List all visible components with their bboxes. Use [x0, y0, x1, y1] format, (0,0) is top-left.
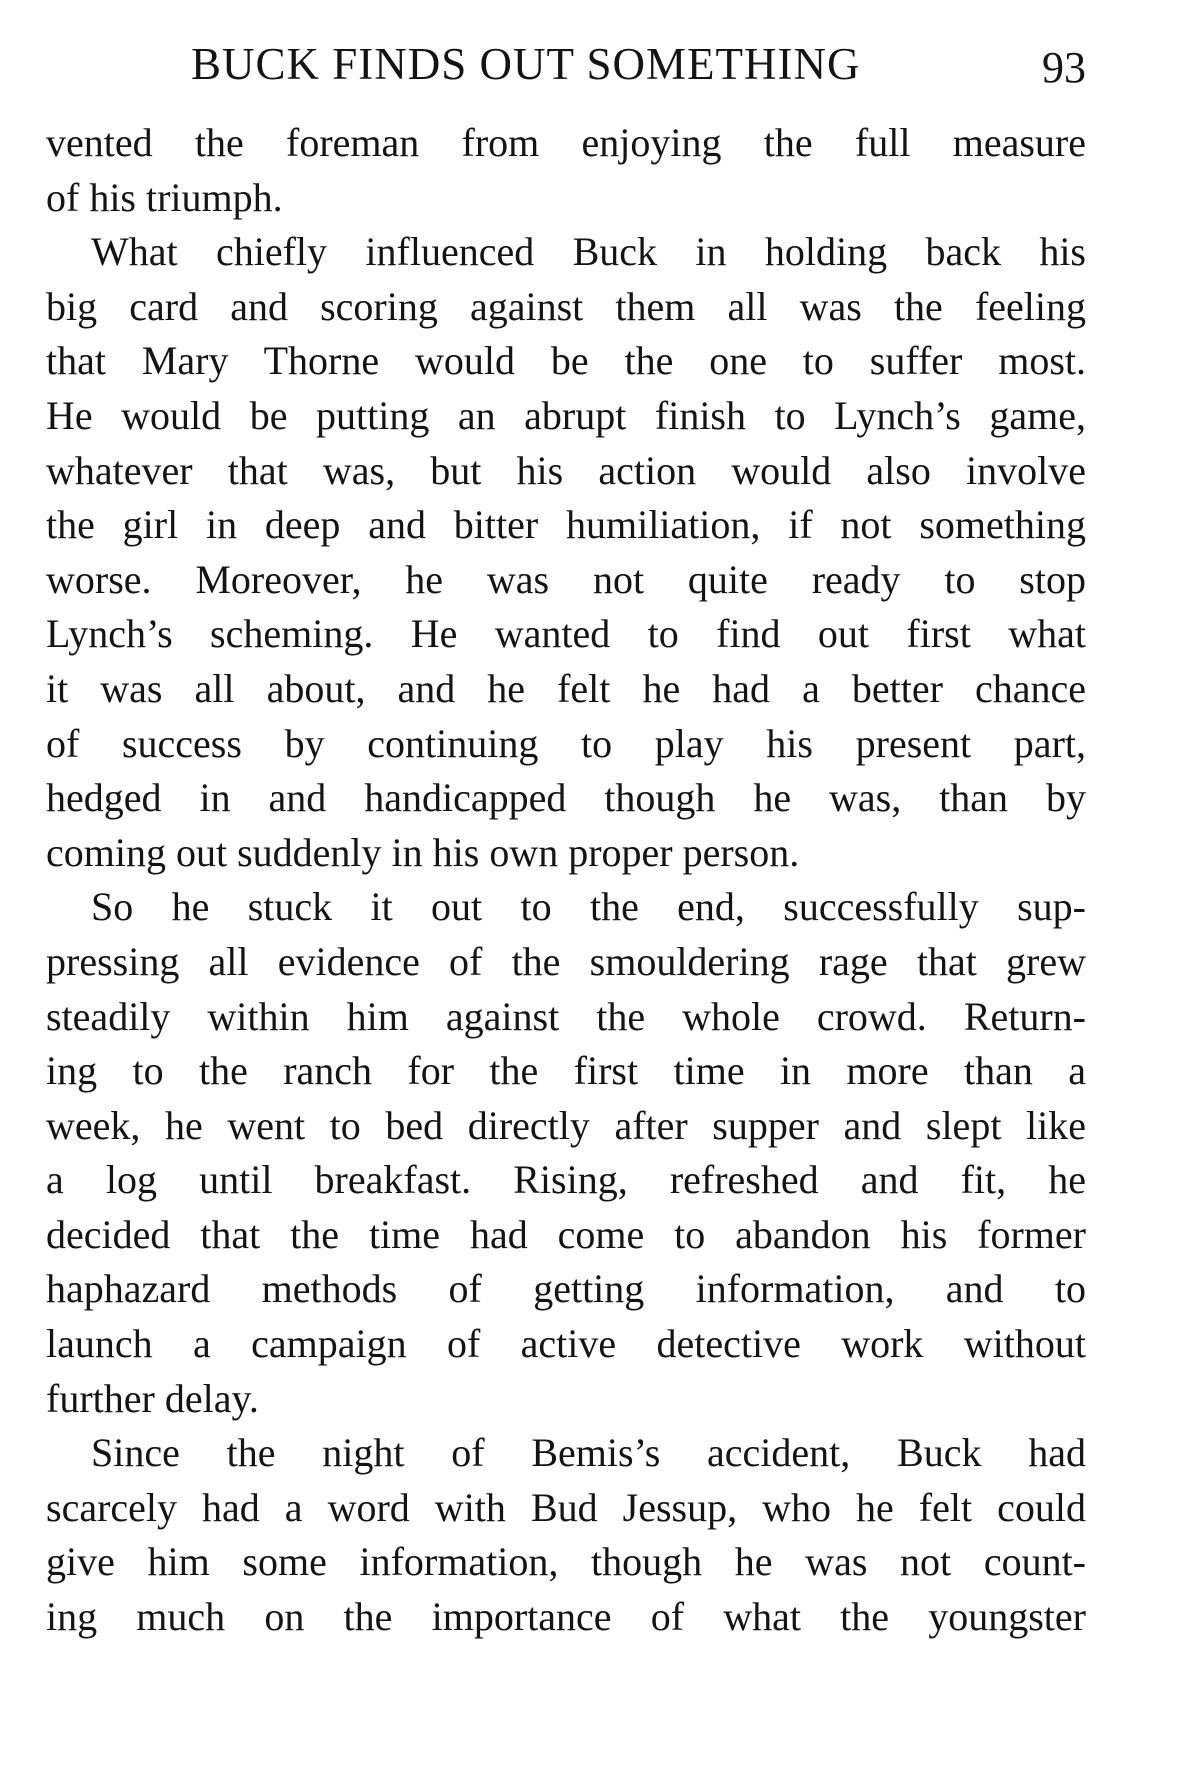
text-line: a log until breakfast. Rising, refreshed and fit, he	[46, 1157, 1086, 1203]
text-line: whatever that was, but his action would also involve	[46, 447, 1086, 493]
text-line: pressing all evidence of the smouldering rage that grew	[46, 938, 1086, 984]
running-head	[46, 34, 1086, 94]
text-line: What chiefly influenced Buck in holding back his	[91, 229, 1086, 275]
text-line: ing to the ranch for the first time in more than a	[46, 1048, 1086, 1094]
text-line: worse. Moreover, he was not quite ready to stop	[46, 556, 1086, 602]
paragraph-2	[46, 225, 1086, 880]
page-number: 93	[1042, 43, 1086, 92]
text-line: Since the night of Bemis’s accident, Buck had	[91, 1430, 1086, 1476]
text-line: haphazard methods of getting information, and to	[46, 1266, 1086, 1312]
running-title: BUCK FINDS OUT SOMETHING	[191, 39, 861, 89]
text-line: further delay.	[46, 1375, 259, 1421]
paragraph-4	[46, 1426, 1086, 1644]
text-line: of success by continuing to play his present part,	[46, 720, 1086, 766]
text-line: He would be putting an abrupt finish to Lynch’s game,	[46, 392, 1086, 438]
paragraph-1	[46, 116, 1086, 225]
text-line: the girl in deep and bitter humiliation, if not something	[46, 502, 1086, 548]
text-line: scarcely had a word with Bud Jessup, who he felt could	[46, 1484, 1086, 1530]
text-line: steadily within him against the whole crowd. Return-	[46, 993, 1086, 1039]
text-line: it was all about, and he felt he had a better chance	[46, 665, 1086, 711]
text-line: of his triumph.	[46, 174, 283, 220]
text-line: Lynch’s scheming. He wanted to find out first what	[46, 611, 1086, 657]
text-line: ing much on the importance of what the youngster	[46, 1594, 1086, 1640]
text-line: big card and scoring against them all was the feeling	[46, 283, 1086, 329]
text-line: launch a campaign of active detective work without	[46, 1321, 1086, 1367]
text-line: give him some information, though he was not count-	[46, 1539, 1086, 1585]
text-line: hedged in and handicapped though he was, than by	[46, 775, 1086, 821]
text-line: that Mary Thorne would be the one to suffer most.	[46, 338, 1086, 384]
text-line: coming out suddenly in his own proper person.	[46, 829, 800, 875]
paragraph-3	[46, 880, 1086, 1426]
text-line: vented the foreman from enjoying the full measure	[46, 120, 1086, 165]
text-line: week, he went to bed directly after supper and slept like	[46, 1102, 1086, 1148]
text-line: So he stuck it out to the end, successfully sup-	[91, 884, 1086, 930]
text-line: decided that the time had come to abandon his former	[46, 1211, 1086, 1257]
body-text	[46, 116, 1086, 1645]
